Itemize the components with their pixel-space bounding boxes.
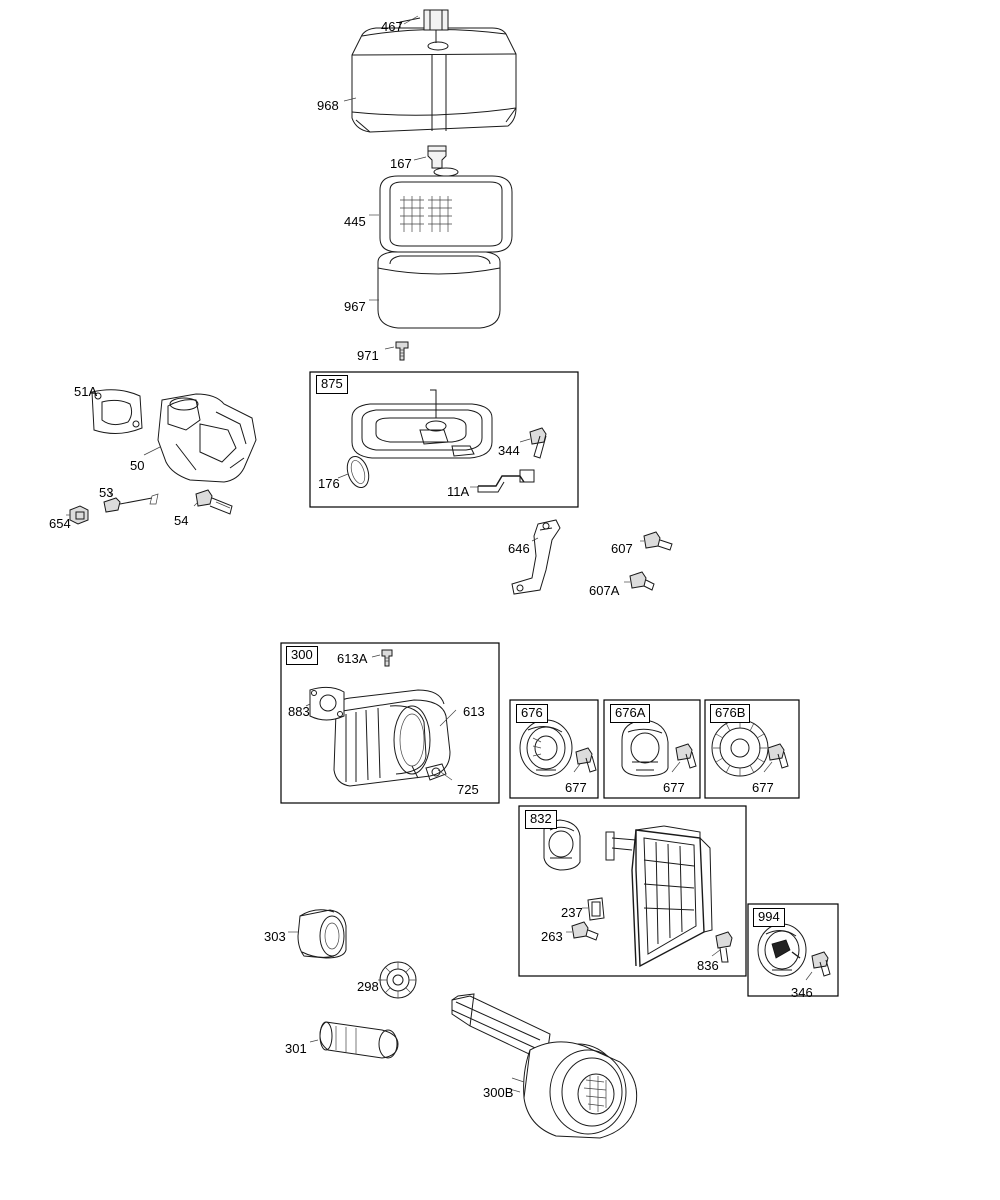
callout-467: 467	[381, 19, 403, 34]
group-label-994: 994	[753, 908, 785, 927]
part-screw-607	[640, 532, 672, 550]
part-screw-607A	[624, 572, 654, 590]
group-label-875: 875	[316, 375, 348, 394]
callout-968: 968	[317, 98, 339, 113]
callout-50: 50	[130, 458, 145, 473]
callout-445: 445	[344, 214, 366, 229]
part-washer-298	[378, 962, 416, 998]
part-bracket-646	[512, 520, 560, 594]
part-muffler-assembly-300B	[452, 994, 637, 1138]
part-air-cleaner-base	[369, 252, 500, 328]
callout-836: 836	[697, 958, 719, 973]
part-exhaust-pipe-301	[310, 1022, 398, 1058]
part-intake-manifold-50	[144, 394, 256, 482]
part-gasket-51A	[90, 390, 142, 434]
group-300-muffler	[281, 643, 499, 803]
callout-883: 883	[288, 704, 310, 719]
callout-971: 971	[357, 348, 379, 363]
part-air-cleaner-cover	[344, 10, 516, 132]
callout-607: 607	[611, 541, 633, 556]
callout-654: 654	[49, 516, 71, 531]
callout-300B: 300B	[483, 1085, 514, 1100]
callout-263: 263	[541, 929, 563, 944]
callout-967: 967	[344, 299, 366, 314]
callout-53: 53	[99, 485, 114, 500]
group-832-heat-shield	[519, 806, 746, 976]
callout-51A: 51A	[74, 384, 98, 399]
callout-303: 303	[264, 929, 286, 944]
callout-176: 176	[318, 476, 340, 491]
group-875-breather	[310, 372, 578, 507]
group-label-676B: 676B	[710, 704, 750, 723]
callout-677-c: 677	[752, 780, 774, 795]
callout-167: 167	[390, 156, 412, 171]
callout-237: 237	[561, 905, 583, 920]
part-bolt-54	[194, 490, 232, 514]
group-label-676: 676	[516, 704, 548, 723]
callout-11A: 11A	[447, 484, 470, 499]
callout-677-a: 677	[565, 780, 587, 795]
part-screw-971	[385, 342, 408, 360]
callout-677-b: 677	[663, 780, 685, 795]
callout-344: 344	[498, 443, 520, 458]
group-label-832: 832	[525, 810, 557, 829]
callout-607A: 607A	[589, 583, 620, 598]
callout-613A: 613A	[337, 651, 368, 666]
callout-301: 301	[285, 1041, 307, 1056]
callout-54: 54	[174, 513, 189, 528]
group-label-300: 300	[286, 646, 318, 665]
group-label-676A: 676A	[610, 704, 650, 723]
callout-646: 646	[508, 541, 530, 556]
callout-613: 613	[463, 704, 485, 719]
callout-298: 298	[357, 979, 379, 994]
part-exhaust-elbow-303	[288, 910, 346, 958]
callout-346: 346	[791, 985, 813, 1000]
callout-725: 725	[457, 782, 479, 797]
